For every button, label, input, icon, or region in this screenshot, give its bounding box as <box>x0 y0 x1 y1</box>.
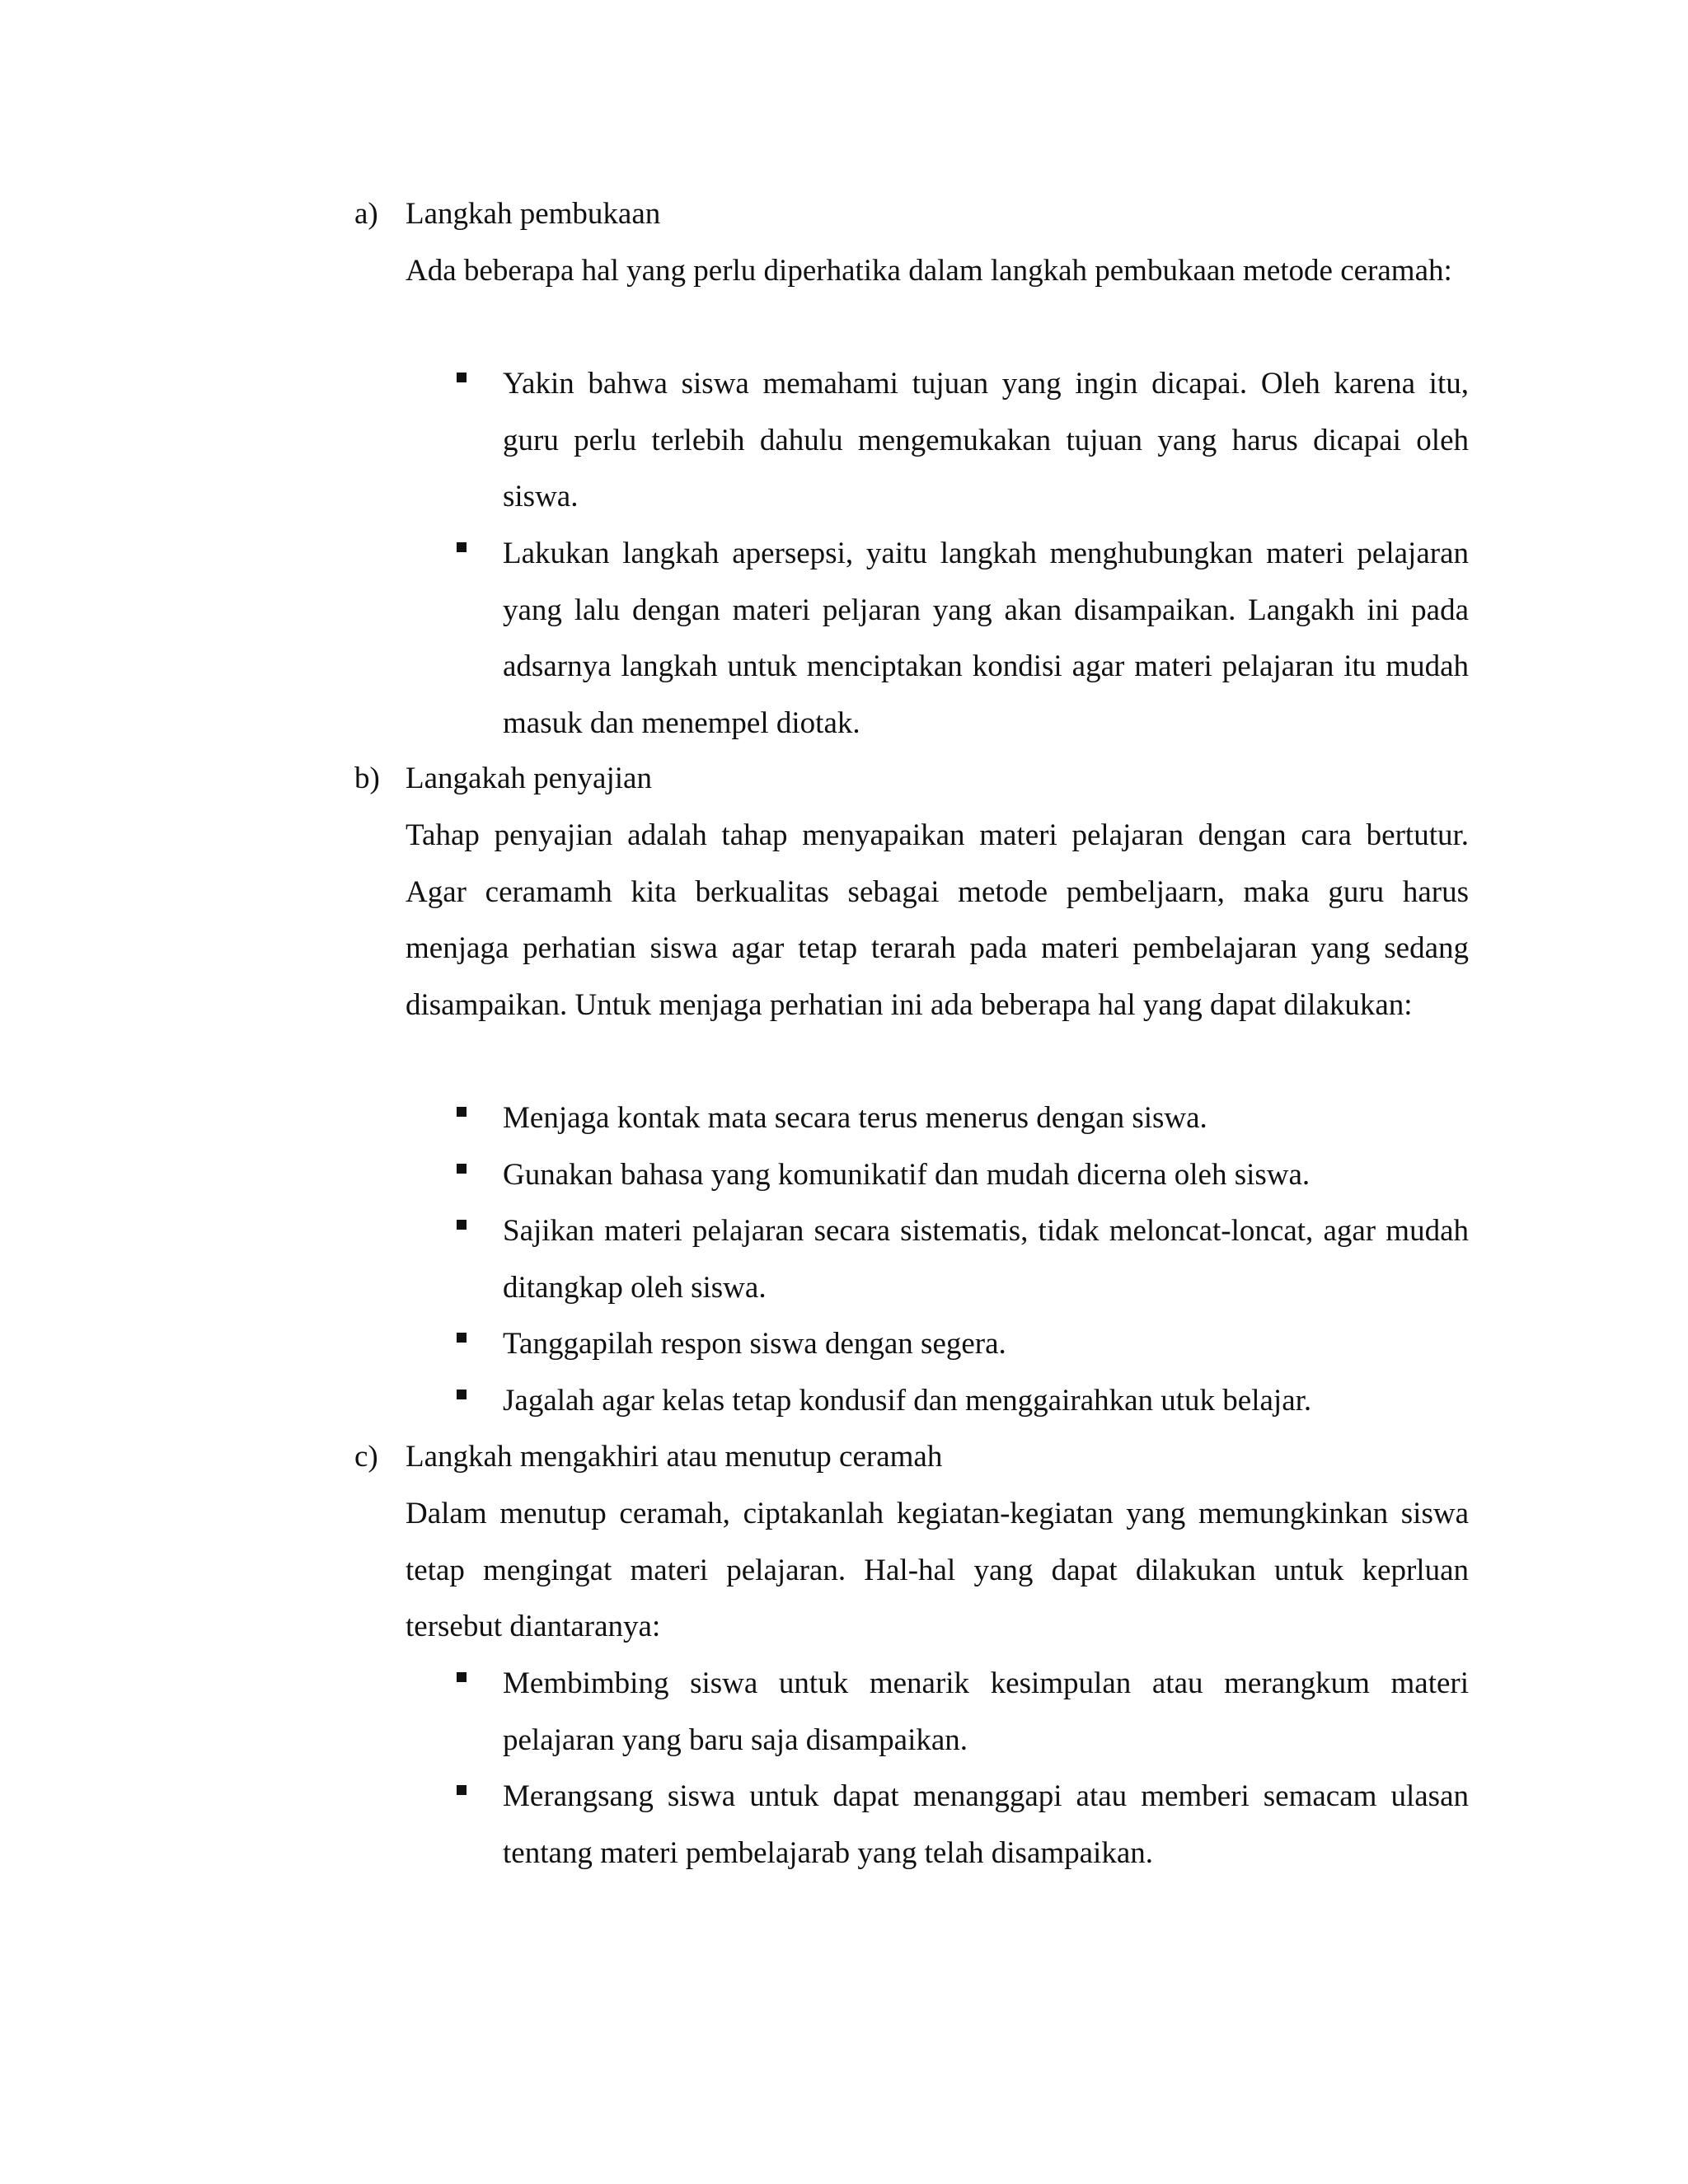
section-c-letter: c) <box>354 1440 378 1474</box>
section-b-bullet-5: Jagalah agar kelas tetap kondusif dan menggairahkan utuk belajar. <box>503 1384 1312 1418</box>
section-a-title: Langkah pembukaan <box>406 197 661 231</box>
bullet-square-icon <box>457 1785 467 1795</box>
section-c-bullet-2: Merangsang siswa untuk dapat menanggapi atau memberi semacam ulasan tentang materi pembelajarab yang telah disampaikan. <box>503 1779 1469 1870</box>
section-c-title: Langkah mengakhiri atau menutup ceramah <box>406 1440 943 1474</box>
section-b-title: Langakah penyajian <box>406 762 652 795</box>
section-c-bullet-1: Membimbing siswa untuk menarik kesimpulan atau merangkum materi pelajaran yang baru saja disampaikan. <box>503 1666 1469 1757</box>
bullet-square-icon <box>457 542 467 552</box>
bullet-square-icon <box>457 1107 467 1117</box>
section-b-letter: b) <box>354 762 380 795</box>
section-a-letter: a) <box>354 197 378 231</box>
section-a-heading <box>354 186 660 243</box>
section-b-bullet-1: Menjaga kontak mata secara terus menerus dengan siswa. <box>503 1101 1207 1135</box>
bullet-square-icon <box>457 1164 467 1174</box>
section-b-heading <box>354 751 652 808</box>
section-c-intro: Dalam menutup ceramah, ciptakanlah kegiatan-kegiatan yang memungkinkan siswa tetap mengingat materi pelajaran. Hal-hal yang dapat dilakukan untuk keprluan tersebut diantaranya: <box>406 1497 1469 1643</box>
section-b-bullet-2: Gunakan bahasa yang komunikatif dan mudah dicerna oleh siswa. <box>503 1158 1311 1192</box>
section-a-bullet-1: Yakin bahwa siswa memahami tujuan yang ingin dicapai. Oleh karena itu, guru perlu terlebih dahulu mengemukakan tujuan yang harus dicapai oleh siswa. <box>503 367 1469 513</box>
bullet-square-icon <box>457 1390 467 1399</box>
section-b-intro: Tahap penyajian adalah tahap menyapaikan materi pelajaran dengan cara bertutur. Agar ceramamh kita berkualitas sebagai metode pembeljaarn, maka guru harus menjaga perhatian siswa agar tetap terarah pada materi pembelajaran yang sedang disampaikan. Untuk menjaga perhatian ini ada beberapa hal yang dapat dilakukan: <box>406 818 1469 1022</box>
bullet-square-icon <box>457 1220 467 1230</box>
bullet-square-icon <box>457 1333 467 1343</box>
section-a-bullet-2: Lakukan langkah apersepsi, yaitu langkah menghubungkan materi pelajaran yang lalu dengan materi peljaran yang akan disampaikan. Langakh ini pada adsarnya langkah untuk menciptakan kondisi agar materi pelajaran itu mudah masuk dan menempel diotak. <box>503 537 1469 740</box>
section-a-intro: Ada beberapa hal yang perlu diperhatika dalam langkah pembukaan metode ceramah: <box>406 254 1452 288</box>
section-b-bullet-4: Tanggapilah respon siswa dengan segera. <box>503 1327 1006 1361</box>
section-b-bullet-3: Sajikan materi pelajaran secara sistematis, tidak meloncat-loncat, agar mudah ditangkap oleh siswa. <box>503 1214 1469 1305</box>
bullet-square-icon <box>457 373 467 382</box>
bullet-square-icon <box>457 1672 467 1682</box>
section-c-heading <box>354 1429 942 1486</box>
